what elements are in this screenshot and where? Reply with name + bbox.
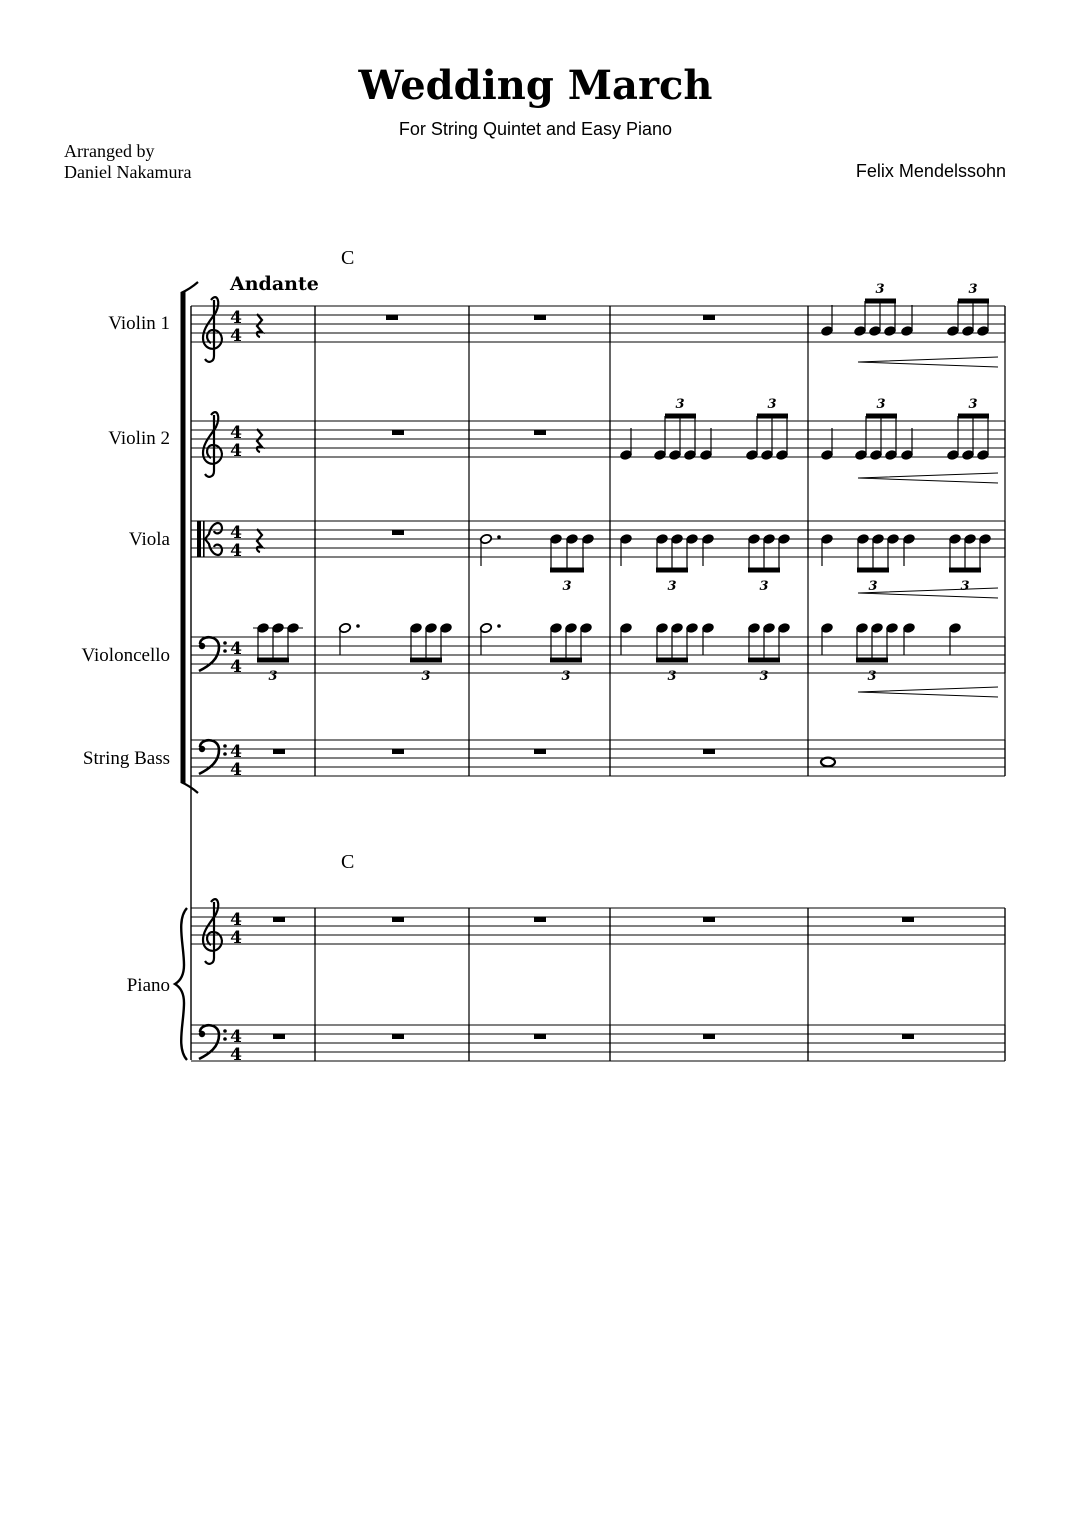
- score-subtitle: For String Quintet and Easy Piano: [398, 119, 673, 139]
- whole-rest: [902, 917, 914, 922]
- note-beam: [856, 658, 888, 663]
- instrument-label-violin-1: Violin 1: [108, 313, 170, 334]
- time-signature-denominator: 4: [230, 441, 242, 461]
- tuplet-number: 3: [960, 579, 970, 594]
- note-beam: [656, 568, 688, 573]
- tuplet-number: 3: [876, 397, 886, 412]
- time-signature-denominator: 4: [230, 1045, 242, 1065]
- treble-clef-stroke: [203, 412, 222, 477]
- note-beam: [857, 568, 889, 573]
- whole-rest: [534, 749, 546, 754]
- time-signature-denominator: 4: [230, 657, 242, 677]
- time-signature-numerator: 4: [230, 1027, 242, 1047]
- whole-rest: [392, 430, 404, 435]
- whole-rest: [273, 749, 285, 754]
- time-signature-numerator: 4: [230, 308, 242, 328]
- instrument-label-violin-2: Violin 2: [108, 428, 170, 449]
- whole-rest: [273, 1034, 285, 1039]
- note-beam: [656, 658, 688, 663]
- alto-clef-bar: [197, 521, 201, 557]
- tempo-marking: Andante: [230, 273, 319, 295]
- crescendo-hairpin: [858, 588, 998, 598]
- instrument-label-string-bass: String Bass: [82, 748, 170, 769]
- bass-clef-dot: [223, 1029, 227, 1033]
- whole-rest: [392, 917, 404, 922]
- whole-rest: [386, 315, 398, 320]
- note-beam: [949, 568, 981, 573]
- dot: [356, 624, 360, 628]
- tuplet-number: 3: [562, 579, 572, 594]
- tuplet-number: 3: [875, 282, 885, 297]
- note-beam: [257, 658, 289, 663]
- tuplet-number: 3: [868, 579, 878, 594]
- bass-clef-dot: [199, 746, 205, 752]
- time-signature-numerator: 4: [230, 742, 242, 762]
- crescendo-hairpin: [858, 473, 998, 483]
- crescendo-hairpin: [858, 687, 998, 697]
- whole-rest: [902, 1034, 914, 1039]
- time-signature-numerator: 4: [230, 639, 242, 659]
- bracket-bottom-hook: [181, 782, 198, 793]
- bass-clef-icon: [199, 740, 227, 774]
- tuplet-number: 3: [675, 397, 685, 412]
- chord-symbol-piano: C: [341, 851, 355, 873]
- tuplet-number: 3: [867, 669, 877, 684]
- arranger-name: Daniel Nakamura: [64, 162, 192, 182]
- note-beam: [757, 414, 788, 419]
- piano-brace: [175, 908, 187, 1060]
- bass-clef-stroke: [199, 1025, 219, 1059]
- chord-symbol-strings: C: [341, 247, 355, 269]
- tuplet-number: 3: [759, 579, 769, 594]
- bass-clef-dot: [223, 1037, 227, 1041]
- instrument-label-viola: Viola: [128, 529, 170, 550]
- score-title: Wedding March: [358, 62, 713, 109]
- tuplet-number: 3: [561, 669, 571, 684]
- note-beam: [550, 568, 584, 573]
- bass-clef-stroke: [199, 637, 219, 671]
- whole-rest: [273, 917, 285, 922]
- bass-clef-dot: [199, 643, 205, 649]
- note-beam: [958, 299, 989, 304]
- composer-credit: Felix Mendelssohn: [855, 161, 1006, 181]
- time-signature-numerator: 4: [230, 523, 242, 543]
- time-signature-numerator: 4: [230, 423, 242, 443]
- tuplet-number: 3: [667, 669, 677, 684]
- whole-rest: [392, 749, 404, 754]
- time-signature-denominator: 4: [230, 541, 242, 561]
- whole-rest: [703, 1034, 715, 1039]
- bass-clef-icon: [199, 1025, 227, 1059]
- bass-clef-icon: [199, 637, 227, 671]
- quarter-rest: [257, 429, 262, 452]
- crescendo-hairpin: [858, 357, 998, 367]
- tuplet-number: 3: [759, 669, 769, 684]
- note-beam: [665, 414, 696, 419]
- note-beam: [958, 414, 989, 419]
- note-beam: [550, 658, 582, 663]
- bass-clef-dot: [223, 649, 227, 653]
- whole-rest: [392, 530, 404, 535]
- whole-rest: [703, 917, 715, 922]
- whole-rest: [534, 917, 546, 922]
- whole-rest: [703, 315, 715, 320]
- whole-rest: [392, 1034, 404, 1039]
- tuplet-number: 3: [421, 669, 431, 684]
- quarter-rest: [257, 529, 262, 552]
- bass-clef-dot: [199, 1031, 205, 1037]
- treble-clef-icon: [203, 899, 222, 964]
- instrument-label-violoncello: Violoncello: [81, 645, 170, 666]
- dot: [497, 624, 501, 628]
- tuplet-number: 3: [968, 397, 978, 412]
- bass-clef-dot: [223, 744, 227, 748]
- tuplet-number: 3: [968, 282, 978, 297]
- whole-rest: [534, 315, 546, 320]
- treble-clef-icon: [203, 297, 222, 362]
- note-beam: [865, 299, 896, 304]
- whole-rest: [703, 749, 715, 754]
- whole-rest: [534, 1034, 546, 1039]
- note-beam: [748, 568, 780, 573]
- time-signature-denominator: 4: [230, 760, 242, 780]
- whole-rest: [534, 430, 546, 435]
- bass-clef-dot: [223, 641, 227, 645]
- quarter-rest: [257, 314, 262, 337]
- treble-clef-stroke: [203, 899, 222, 964]
- alto-clef-bar: [203, 521, 205, 557]
- whole-note: [821, 758, 835, 767]
- tuplet-number: 3: [767, 397, 777, 412]
- staff-lines: [191, 306, 1005, 1061]
- note-beam: [866, 414, 897, 419]
- time-signature-denominator: 4: [230, 326, 242, 346]
- bracket-top-hook: [181, 282, 198, 293]
- time-signature-denominator: 4: [230, 928, 242, 948]
- time-signature-numerator: 4: [230, 910, 242, 930]
- dot: [497, 535, 501, 539]
- note-beam: [748, 658, 780, 663]
- note-beam: [410, 658, 442, 663]
- treble-clef-icon: [203, 412, 222, 477]
- bass-clef-stroke: [199, 740, 219, 774]
- bass-clef-dot: [223, 752, 227, 756]
- treble-clef-stroke: [203, 297, 222, 362]
- tuplet-number: 3: [268, 669, 278, 684]
- arranger-label: Arranged by: [64, 141, 155, 161]
- tuplet-number: 3: [667, 579, 677, 594]
- instrument-label-piano: Piano: [126, 975, 170, 996]
